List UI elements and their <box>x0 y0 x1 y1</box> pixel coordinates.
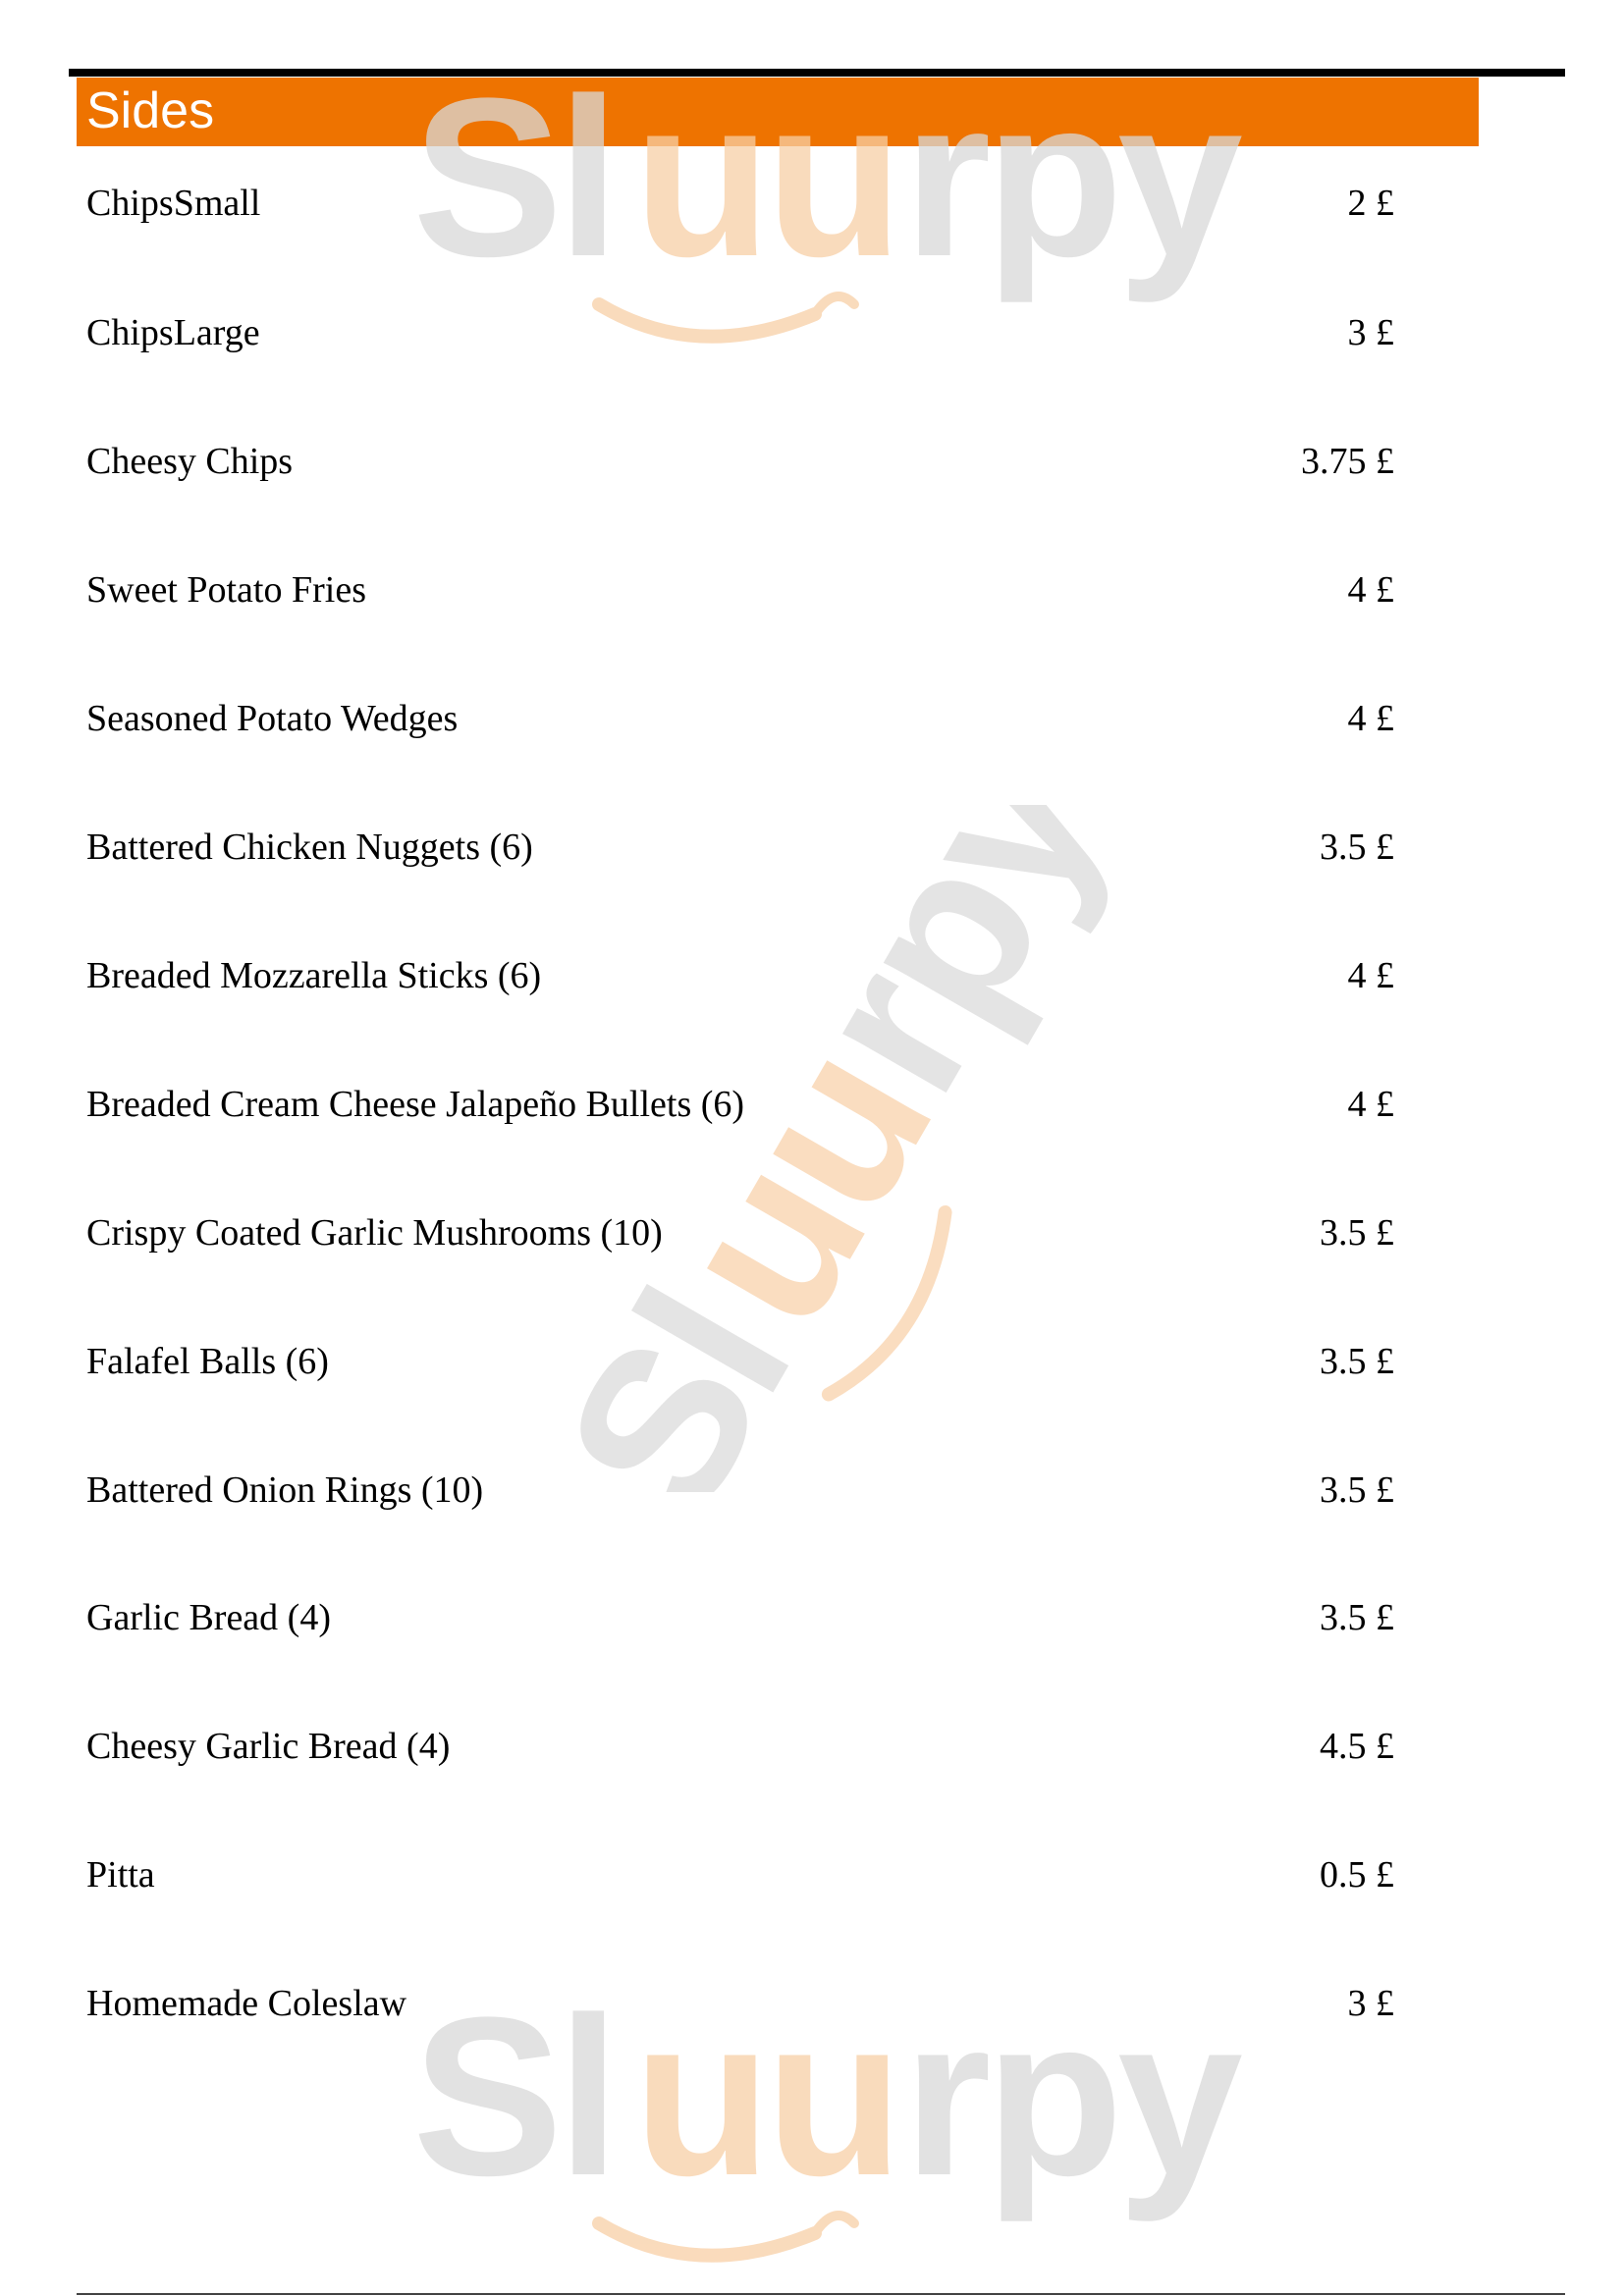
item-price: 3.5 £ <box>1320 1341 1394 1382</box>
item-name: Sweet Potato Fries <box>86 569 366 611</box>
item-price: 4.5 £ <box>1320 1726 1394 1767</box>
svg-text:Sl: Sl <box>412 51 615 303</box>
svg-text:uu: uu <box>633 51 897 303</box>
svg-text:uu: uu <box>633 1970 897 2222</box>
item-price: 3.5 £ <box>1320 1212 1394 1254</box>
menu-item <box>0 1461 1624 1520</box>
item-price: 3.75 £ <box>1301 441 1394 482</box>
item-name: ChipsLarge <box>86 312 260 353</box>
menu-item <box>0 689 1624 748</box>
item-price: 3 £ <box>1347 1983 1394 2024</box>
svg-text:rpy: rpy <box>761 805 1148 1131</box>
menu-item <box>0 1203 1624 1262</box>
item-name: Falafel Balls (6) <box>86 1341 329 1382</box>
item-name: Cheesy Chips <box>86 441 294 482</box>
menu-item <box>0 561 1624 619</box>
item-price: 2 £ <box>1347 183 1394 224</box>
section-title: Sides <box>86 82 215 139</box>
item-price: 3.5 £ <box>1320 1597 1394 1638</box>
svg-text:rpy: rpy <box>903 1970 1237 2222</box>
menu-item <box>0 1075 1624 1134</box>
menu-item <box>0 1717 1624 1776</box>
item-name: Garlic Bread (4) <box>86 1597 331 1638</box>
svg-text:rpy: rpy <box>903 51 1237 303</box>
item-name: Battered Onion Rings (10) <box>86 1469 484 1511</box>
item-price: 3.5 £ <box>1320 827 1394 868</box>
svg-text:Sl: Sl <box>515 1255 836 1492</box>
item-name: Pitta <box>86 1854 155 1896</box>
menu-item <box>0 1974 1624 2033</box>
item-price: 4 £ <box>1347 1084 1394 1125</box>
svg-text:uu: uu <box>625 1009 978 1364</box>
item-price: 3 £ <box>1347 312 1394 353</box>
menu-item <box>0 1332 1624 1391</box>
item-price: 4 £ <box>1347 955 1394 996</box>
item-price: 4 £ <box>1347 698 1394 739</box>
item-price: 4 £ <box>1347 569 1394 611</box>
item-name: ChipsSmall <box>86 183 261 224</box>
item-price: 3.5 £ <box>1320 1469 1394 1511</box>
menu-item <box>0 1588 1624 1647</box>
menu-item <box>0 432 1624 491</box>
svg-text:Sl: Sl <box>412 1970 615 2222</box>
menu-item <box>0 946 1624 1005</box>
item-name: Homemade Coleslaw <box>86 1983 407 2024</box>
menu-item <box>0 818 1624 877</box>
item-name: Seasoned Potato Wedges <box>86 698 459 739</box>
item-name: Breaded Mozzarella Sticks (6) <box>86 955 542 996</box>
item-name: Crispy Coated Garlic Mushrooms (10) <box>86 1212 663 1254</box>
item-price: 0.5 £ <box>1320 1854 1394 1896</box>
menu-item <box>0 1845 1624 1904</box>
item-name: Breaded Cream Cheese Jalapeño Bullets (6) <box>86 1084 745 1125</box>
menu-item <box>0 174 1624 233</box>
menu-item <box>0 303 1624 362</box>
item-name: Cheesy Garlic Bread (4) <box>86 1726 451 1767</box>
item-name: Battered Chicken Nuggets (6) <box>86 827 533 868</box>
